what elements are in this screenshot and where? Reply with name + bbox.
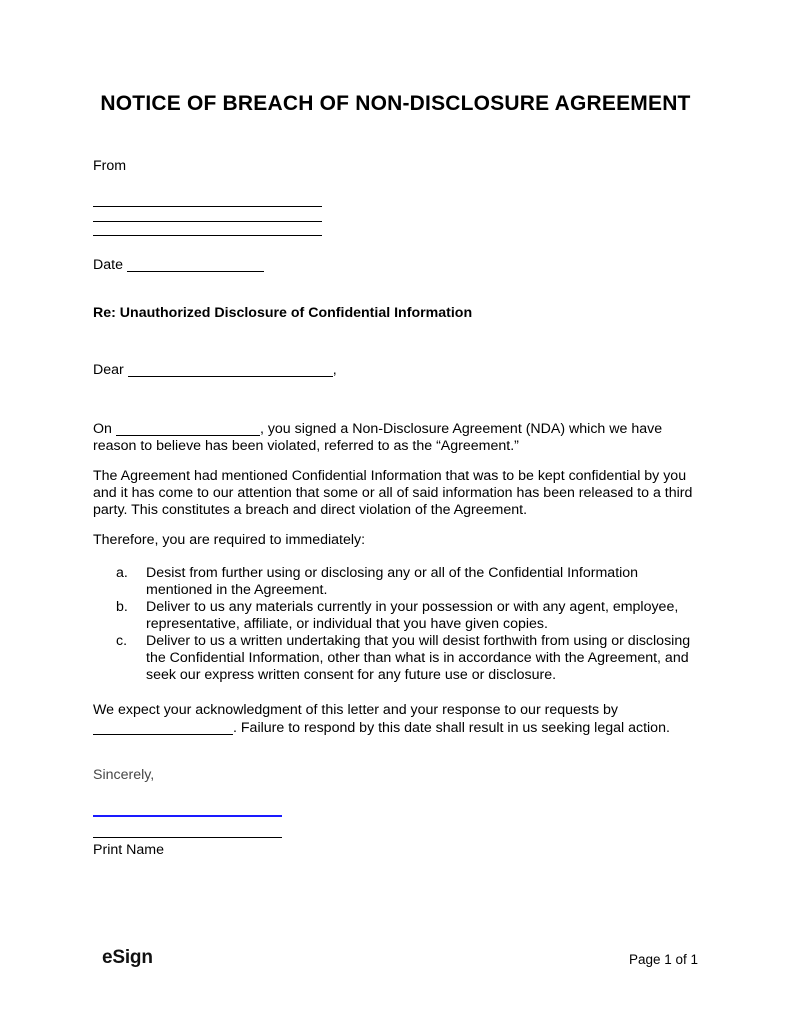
list-marker: b. (116, 599, 128, 615)
print-name-line[interactable] (93, 837, 282, 838)
paragraph-expect-post: . Failure to respond by this date shall result in us seeking legal action. (233, 720, 670, 736)
salutation-label: Dear (93, 362, 124, 378)
paragraph-on-pre: On (93, 421, 112, 437)
paragraph-therefore: Therefore, you are required to immediately: (93, 532, 366, 548)
list-item (93, 565, 699, 599)
page-indicator: Page 1 of 1 (628, 952, 698, 967)
closing-salutation: Sincerely, (93, 767, 155, 783)
from-address-line-2[interactable] (93, 221, 322, 222)
requirements-list (93, 565, 699, 684)
salutation-row (93, 361, 337, 379)
from-address-line-3[interactable] (93, 235, 322, 236)
print-name-label: Print Name (93, 842, 164, 858)
response-deadline-blank[interactable] (93, 719, 233, 735)
esign-logo: eSign (102, 947, 153, 968)
list-item (93, 599, 699, 633)
paragraph-breach-description: The Agreement had mentioned Confidential Information that was to be kept confidential by you and it has come to our attention that some or all of said information has been released to a third party. This constitutes a breach and direct violation of the Agreement. (93, 468, 693, 518)
paragraph-acknowledgment (93, 702, 699, 737)
salutation-suffix: , (332, 362, 337, 378)
paragraph-on-post: , you signed a Non-Disclosure Agreement (NDA) which we have reason to believe has been violated, referred to as the “Agreement.” (93, 421, 663, 454)
from-label: From (93, 158, 127, 174)
date-label: Date (93, 257, 123, 273)
document-title: NOTICE OF BREACH OF NON-DISCLOSURE AGREEMENT (100, 92, 691, 115)
list-item-text: Desist from further using or disclosing any or all of the Confidential Information mentioned in the Agreement. (146, 565, 639, 598)
paragraph-agreement-signed (93, 420, 699, 455)
date-field-blank[interactable] (127, 256, 264, 272)
list-marker: a. (116, 565, 128, 581)
signature-field-line[interactable] (93, 815, 282, 817)
from-address-line-1[interactable] (93, 206, 322, 207)
subject-line: Re: Unauthorized Disclosure of Confidential Information (93, 305, 473, 321)
list-marker: c. (116, 633, 128, 649)
paragraph-expect-pre: We expect your acknowledgment of this letter and your response to our requests by (93, 702, 618, 718)
list-item-text: Deliver to us any materials currently in your possession or with any agent, employee, representative, affiliate, or individual that you have given copies. (146, 599, 679, 632)
signing-date-blank[interactable] (116, 420, 260, 436)
list-item-text: Deliver to us a written undertaking that you will desist forthwith from using or disclosing the Confidential Information, other than what is in accordance with the Agreement, and seek our express written consent for any future use or disclosure. (146, 633, 691, 683)
date-row (93, 256, 264, 274)
list-item (93, 633, 699, 684)
recipient-name-blank[interactable] (128, 361, 333, 377)
